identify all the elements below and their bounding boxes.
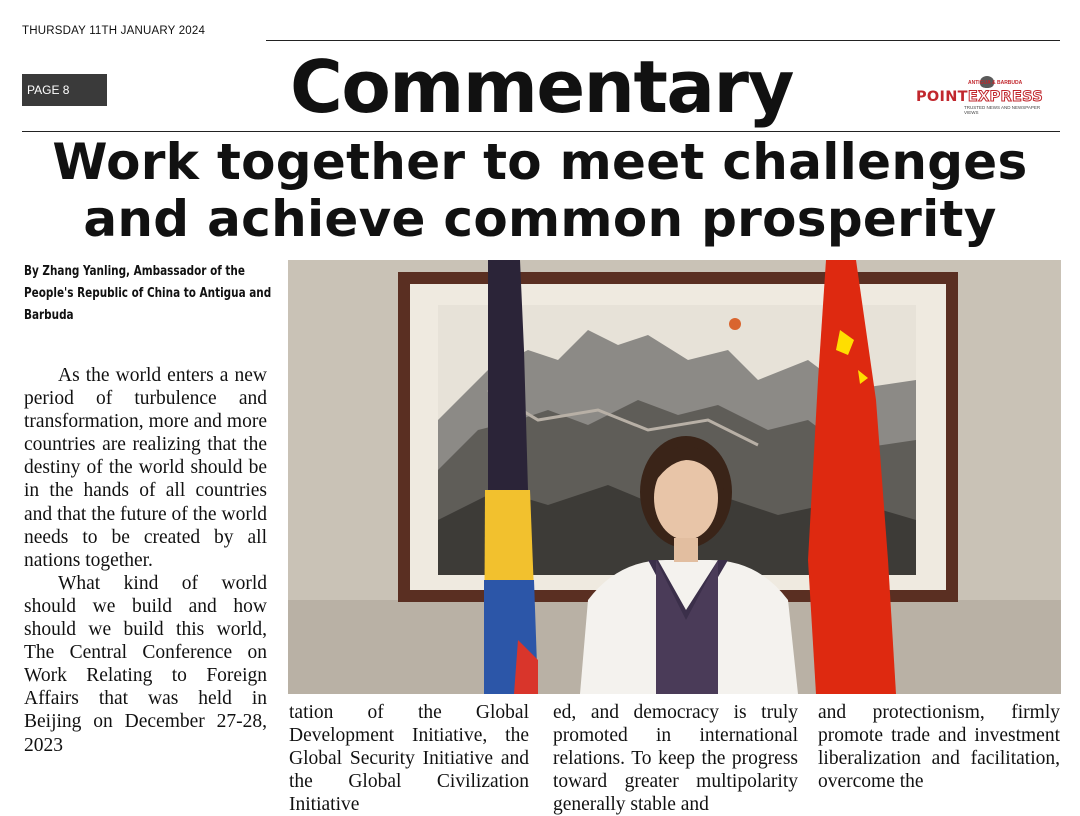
column-4-text: and protectionism, firmly promote trade and investment liberalization and facilitation, overcome the — [818, 702, 1060, 793]
header-top-rule — [266, 40, 1060, 41]
headline-line-1: Work together to meet challenges — [52, 133, 1028, 191]
column-2-text: tation of the Global Development Initiative, the Global Security Initiative and the Global Civilization Initiative — [289, 702, 529, 816]
article-byline: By Zhang Yanling, Ambassador of the People's Republic of China to Antigua and Barbuda — [24, 263, 272, 323]
article-column-1 — [24, 364, 267, 757]
issue-date: THURSDAY 11TH JANUARY 2024 — [22, 25, 206, 37]
logo-brand-b: EXPRESS — [967, 89, 1043, 105]
article-photo — [288, 260, 1061, 694]
logo-tagline: ANTIGUA & BARBUDA — [968, 80, 1023, 86]
article-headline — [10, 134, 1070, 248]
column-3-text: ed, and democracy is truly promoted in international relations. To keep the progress toward greater multipolarity generally stable and — [553, 702, 798, 816]
logo-brand-a: POINT — [916, 89, 968, 105]
article-column-2 — [289, 701, 529, 816]
ambassador-photo-illustration — [288, 260, 1061, 694]
headline-line-2: and achieve common prosperity — [83, 190, 997, 248]
logo-wordmark — [916, 89, 1043, 105]
header-bottom-rule — [22, 131, 1060, 132]
article-column-3 — [553, 701, 798, 816]
article-column-4 — [818, 701, 1060, 793]
page-number-tab: PAGE 8 — [22, 74, 107, 106]
point-express-logo — [914, 76, 1054, 115]
paragraph-2: What kind of world should we build and how should we build this world, The Central Conference on Work Relating to Foreign Affairs that was held in Beijing on December 27-28, 2023 — [24, 572, 267, 756]
logo-subtitle: TRUSTED NEWS AND NEWSPAPER VIEWS — [964, 105, 1041, 115]
paragraph-1: As the world enters a new period of turbulence and transformation, more and more countries are realizing that the destiny of the world should be in the hands of all countries and that the future of the world needs to be created by all nations together. — [24, 365, 267, 571]
painting-sun — [729, 318, 741, 330]
section-title: Commentary — [290, 45, 793, 129]
